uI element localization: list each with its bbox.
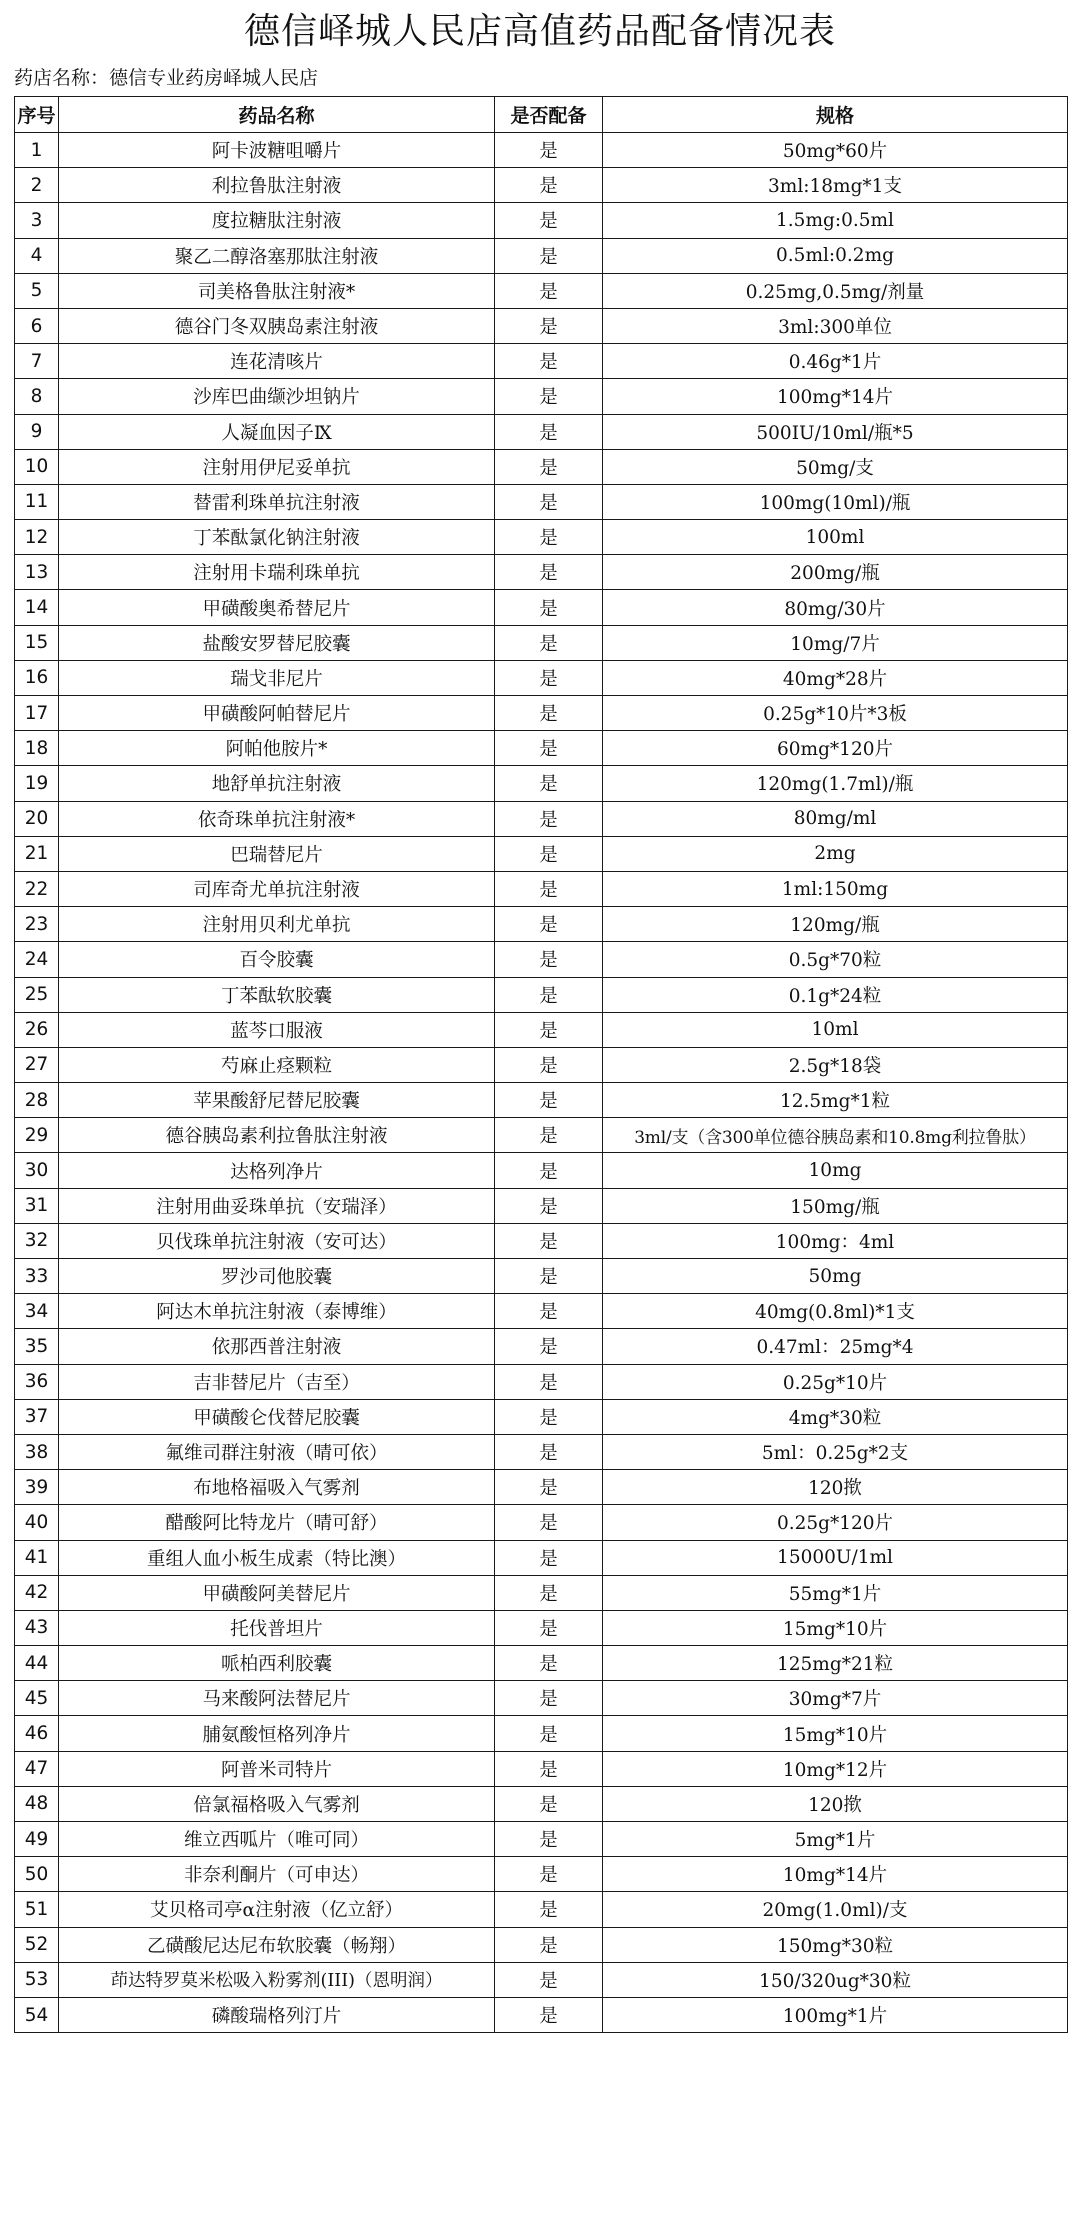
spec-cell: 10mg*14片 <box>603 1857 1068 1892</box>
spec-cell: 50mg <box>603 1259 1068 1294</box>
spec-cell: 0.46g*1片 <box>603 344 1068 379</box>
row-number-cell: 30 <box>15 1153 59 1188</box>
table-row <box>15 1857 1068 1892</box>
table-row <box>15 1223 1068 1258</box>
table-row <box>15 871 1068 906</box>
row-number-cell: 13 <box>15 555 59 590</box>
spec-cell: 100mg(10ml)/瓶 <box>603 484 1068 519</box>
equipped-cell: 是 <box>495 1716 603 1751</box>
drug-name-cell: 聚乙二醇洛塞那肽注射液 <box>59 238 495 273</box>
equipped-cell: 是 <box>495 1223 603 1258</box>
spec-cell: 2.5g*18袋 <box>603 1047 1068 1082</box>
equipped-cell: 是 <box>495 203 603 238</box>
drug-name-cell: 茚达特罗莫米松吸入粉雾剂(III)（恩明润） <box>59 1962 495 1997</box>
equipped-cell: 是 <box>495 1083 603 1118</box>
table-row <box>15 1822 1068 1857</box>
equipped-cell: 是 <box>495 1681 603 1716</box>
table-row <box>15 1470 1068 1505</box>
row-number-cell: 52 <box>15 1927 59 1962</box>
table-row <box>15 238 1068 273</box>
table-row <box>15 1012 1068 1047</box>
spec-cell: 0.5g*70粒 <box>603 942 1068 977</box>
equipped-cell: 是 <box>495 696 603 731</box>
table-row <box>15 590 1068 625</box>
equipped-cell: 是 <box>495 168 603 203</box>
row-number-cell: 16 <box>15 660 59 695</box>
column-header-name: 药品名称 <box>59 97 495 133</box>
equipped-cell: 是 <box>495 1329 603 1364</box>
row-number-cell: 10 <box>15 449 59 484</box>
table-row <box>15 344 1068 379</box>
table-row <box>15 625 1068 660</box>
row-number-cell: 31 <box>15 1188 59 1223</box>
table-row <box>15 1188 1068 1223</box>
drug-name-cell: 甲磺酸阿帕替尼片 <box>59 696 495 731</box>
row-number-cell: 26 <box>15 1012 59 1047</box>
table-row <box>15 1716 1068 1751</box>
table-row <box>15 168 1068 203</box>
row-number-cell: 38 <box>15 1434 59 1469</box>
row-number-cell: 35 <box>15 1329 59 1364</box>
table-row <box>15 1329 1068 1364</box>
row-number-cell: 27 <box>15 1047 59 1082</box>
drug-name-cell: 利拉鲁肽注射液 <box>59 168 495 203</box>
drug-name-cell: 哌柏西利胶囊 <box>59 1646 495 1681</box>
row-number-cell: 28 <box>15 1083 59 1118</box>
table-row <box>15 766 1068 801</box>
spec-cell: 10mg*12片 <box>603 1751 1068 1786</box>
equipped-cell: 是 <box>495 660 603 695</box>
equipped-cell: 是 <box>495 238 603 273</box>
equipped-cell: 是 <box>495 1118 603 1153</box>
spec-cell: 15mg*10片 <box>603 1610 1068 1645</box>
table-row <box>15 1083 1068 1118</box>
drug-name-cell: 磷酸瑞格列汀片 <box>59 1997 495 2032</box>
store-name-line: 药店名称：德信专业药房峄城人民店 <box>14 67 319 89</box>
spec-cell: 100ml <box>603 520 1068 555</box>
row-number-cell: 12 <box>15 520 59 555</box>
row-number-cell: 22 <box>15 871 59 906</box>
table-row <box>15 977 1068 1012</box>
table-row <box>15 907 1068 942</box>
equipped-cell: 是 <box>495 1047 603 1082</box>
spec-cell: 30mg*7片 <box>603 1681 1068 1716</box>
drug-name-cell: 盐酸安罗替尼胶囊 <box>59 625 495 660</box>
equipped-cell: 是 <box>495 273 603 308</box>
equipped-cell: 是 <box>495 1399 603 1434</box>
row-number-cell: 15 <box>15 625 59 660</box>
row-number-cell: 1 <box>15 133 59 168</box>
drug-name-cell: 地舒单抗注射液 <box>59 766 495 801</box>
drug-name-cell: 注射用贝利尤单抗 <box>59 907 495 942</box>
table-row <box>15 660 1068 695</box>
table-row <box>15 1786 1068 1821</box>
row-number-cell: 7 <box>15 344 59 379</box>
drug-name-cell: 注射用曲妥珠单抗（安瑞泽） <box>59 1188 495 1223</box>
column-header-no: 序号 <box>15 97 59 133</box>
equipped-cell: 是 <box>495 308 603 343</box>
row-number-cell: 48 <box>15 1786 59 1821</box>
table-row <box>15 1364 1068 1399</box>
row-number-cell: 33 <box>15 1259 59 1294</box>
row-number-cell: 53 <box>15 1962 59 1997</box>
drug-name-cell: 阿卡波糖咀嚼片 <box>59 133 495 168</box>
spec-cell: 15mg*10片 <box>603 1716 1068 1751</box>
drug-name-cell: 依奇珠单抗注射液* <box>59 801 495 836</box>
drug-name-cell: 德谷胰岛素利拉鲁肽注射液 <box>59 1118 495 1153</box>
equipped-cell: 是 <box>495 1646 603 1681</box>
row-number-cell: 44 <box>15 1646 59 1681</box>
equipped-cell: 是 <box>495 449 603 484</box>
drug-name-cell: 百令胶囊 <box>59 942 495 977</box>
equipped-cell: 是 <box>495 1997 603 2032</box>
drug-name-cell: 非奈利酮片（可申达） <box>59 1857 495 1892</box>
table-row <box>15 449 1068 484</box>
equipped-cell: 是 <box>495 942 603 977</box>
table-row <box>15 1575 1068 1610</box>
drug-name-cell: 重组人血小板生成素（特比澳） <box>59 1540 495 1575</box>
drug-name-cell: 度拉糖肽注射液 <box>59 203 495 238</box>
spec-cell: 3ml:18mg*1支 <box>603 168 1068 203</box>
table-row <box>15 942 1068 977</box>
equipped-cell: 是 <box>495 1188 603 1223</box>
equipped-cell: 是 <box>495 1540 603 1575</box>
table-row <box>15 203 1068 238</box>
table-row <box>15 484 1068 519</box>
equipped-cell: 是 <box>495 1786 603 1821</box>
spec-cell: 120揿 <box>603 1786 1068 1821</box>
equipped-cell: 是 <box>495 1962 603 1997</box>
drug-name-cell: 司库奇尤单抗注射液 <box>59 871 495 906</box>
equipped-cell: 是 <box>495 1892 603 1927</box>
row-number-cell: 14 <box>15 590 59 625</box>
table-row <box>15 1118 1068 1153</box>
drug-name-cell: 甲磺酸阿美替尼片 <box>59 1575 495 1610</box>
spec-cell: 200mg/瓶 <box>603 555 1068 590</box>
row-number-cell: 34 <box>15 1294 59 1329</box>
row-number-cell: 29 <box>15 1118 59 1153</box>
table-body <box>15 133 1068 2033</box>
equipped-cell: 是 <box>495 1751 603 1786</box>
spec-cell: 40mg*28片 <box>603 660 1068 695</box>
table-row <box>15 1610 1068 1645</box>
spec-cell: 100mg*14片 <box>603 379 1068 414</box>
spec-cell: 3ml:300单位 <box>603 308 1068 343</box>
spec-cell: 4mg*30粒 <box>603 1399 1068 1434</box>
spec-cell: 5mg*1片 <box>603 1822 1068 1857</box>
spec-cell: 120揿 <box>603 1470 1068 1505</box>
spec-cell: 60mg*120片 <box>603 731 1068 766</box>
drug-name-cell: 连花清咳片 <box>59 344 495 379</box>
drug-name-cell: 巴瑞替尼片 <box>59 836 495 871</box>
table-row <box>15 1540 1068 1575</box>
table-row <box>15 1997 1068 2032</box>
table-row <box>15 1259 1068 1294</box>
equipped-cell: 是 <box>495 1822 603 1857</box>
drug-name-cell: 苹果酸舒尼替尼胶囊 <box>59 1083 495 1118</box>
spec-cell: 0.25g*10片*3板 <box>603 696 1068 731</box>
table-row <box>15 555 1068 590</box>
drug-name-cell: 托伐普坦片 <box>59 1610 495 1645</box>
spec-cell: 1.5mg:0.5ml <box>603 203 1068 238</box>
drug-name-cell: 德谷门冬双胰岛素注射液 <box>59 308 495 343</box>
drug-name-cell: 甲磺酸仑伐替尼胶囊 <box>59 1399 495 1434</box>
spec-cell: 0.5ml:0.2mg <box>603 238 1068 273</box>
equipped-cell: 是 <box>495 1610 603 1645</box>
drug-table <box>14 96 1068 2033</box>
row-number-cell: 51 <box>15 1892 59 1927</box>
row-number-cell: 19 <box>15 766 59 801</box>
row-number-cell: 8 <box>15 379 59 414</box>
row-number-cell: 17 <box>15 696 59 731</box>
equipped-cell: 是 <box>495 1505 603 1540</box>
drug-name-cell: 瑞戈非尼片 <box>59 660 495 695</box>
equipped-cell: 是 <box>495 871 603 906</box>
equipped-cell: 是 <box>495 1364 603 1399</box>
table-header-row <box>15 97 1068 133</box>
row-number-cell: 47 <box>15 1751 59 1786</box>
row-number-cell: 20 <box>15 801 59 836</box>
spec-cell: 150mg/瓶 <box>603 1188 1068 1223</box>
drug-name-cell: 醋酸阿比特龙片（晴可舒） <box>59 1505 495 1540</box>
table-row <box>15 273 1068 308</box>
spec-cell: 150mg*30粒 <box>603 1927 1068 1962</box>
spec-cell: 125mg*21粒 <box>603 1646 1068 1681</box>
drug-name-cell: 注射用卡瑞利珠单抗 <box>59 555 495 590</box>
spec-cell: 2mg <box>603 836 1068 871</box>
row-number-cell: 32 <box>15 1223 59 1258</box>
row-number-cell: 23 <box>15 907 59 942</box>
spec-cell: 15000U/1ml <box>603 1540 1068 1575</box>
table-row <box>15 1681 1068 1716</box>
page-title: 德信峄城人民店高值药品配备情况表 <box>243 11 836 52</box>
drug-name-cell: 沙库巴曲缬沙坦钠片 <box>59 379 495 414</box>
equipped-cell: 是 <box>495 1575 603 1610</box>
table-row <box>15 1892 1068 1927</box>
table-row <box>15 520 1068 555</box>
spec-cell: 0.25mg,0.5mg/剂量 <box>603 273 1068 308</box>
row-number-cell: 39 <box>15 1470 59 1505</box>
drug-name-cell: 蓝芩口服液 <box>59 1012 495 1047</box>
equipped-cell: 是 <box>495 1927 603 1962</box>
spec-cell: 120mg(1.7ml)/瓶 <box>603 766 1068 801</box>
spec-cell: 120mg/瓶 <box>603 907 1068 942</box>
row-number-cell: 24 <box>15 942 59 977</box>
drug-name-cell: 脯氨酸恒格列净片 <box>59 1716 495 1751</box>
table-row <box>15 133 1068 168</box>
drug-name-cell: 吉非替尼片（吉至） <box>59 1364 495 1399</box>
equipped-cell: 是 <box>495 379 603 414</box>
row-number-cell: 2 <box>15 168 59 203</box>
spec-cell: 0.47ml：25mg*4 <box>603 1329 1068 1364</box>
spec-cell: 10mg <box>603 1153 1068 1188</box>
spec-cell: 50mg/支 <box>603 449 1068 484</box>
spec-cell: 500IU/10ml/瓶*5 <box>603 414 1068 449</box>
equipped-cell: 是 <box>495 625 603 660</box>
equipped-cell: 是 <box>495 590 603 625</box>
table-row <box>15 1927 1068 1962</box>
drug-name-cell: 倍氯福格吸入气雾剂 <box>59 1786 495 1821</box>
equipped-cell: 是 <box>495 1470 603 1505</box>
row-number-cell: 54 <box>15 1997 59 2032</box>
equipped-cell: 是 <box>495 555 603 590</box>
spec-cell: 3ml/支（含300单位德谷胰岛素和10.8mg利拉鲁肽） <box>603 1118 1068 1153</box>
row-number-cell: 6 <box>15 308 59 343</box>
spec-cell: 10mg/7片 <box>603 625 1068 660</box>
equipped-cell: 是 <box>495 766 603 801</box>
drug-name-cell: 马来酸阿法替尼片 <box>59 1681 495 1716</box>
row-number-cell: 36 <box>15 1364 59 1399</box>
table-row <box>15 1399 1068 1434</box>
spec-cell: 100mg*1片 <box>603 1997 1068 2032</box>
spec-cell: 0.1g*24粒 <box>603 977 1068 1012</box>
equipped-cell: 是 <box>495 1434 603 1469</box>
equipped-cell: 是 <box>495 977 603 1012</box>
table-row <box>15 414 1068 449</box>
drug-name-cell: 罗沙司他胶囊 <box>59 1259 495 1294</box>
drug-name-cell: 达格列净片 <box>59 1153 495 1188</box>
row-number-cell: 4 <box>15 238 59 273</box>
row-number-cell: 21 <box>15 836 59 871</box>
row-number-cell: 25 <box>15 977 59 1012</box>
spec-cell: 80mg/30片 <box>603 590 1068 625</box>
spec-cell: 12.5mg*1粒 <box>603 1083 1068 1118</box>
spec-cell: 1ml:150mg <box>603 871 1068 906</box>
spec-cell: 0.25g*120片 <box>603 1505 1068 1540</box>
equipped-cell: 是 <box>495 1857 603 1892</box>
row-number-cell: 18 <box>15 731 59 766</box>
table-row <box>15 1962 1068 1997</box>
row-number-cell: 5 <box>15 273 59 308</box>
drug-name-cell: 艾贝格司亭α注射液（亿立舒） <box>59 1892 495 1927</box>
equipped-cell: 是 <box>495 520 603 555</box>
row-number-cell: 3 <box>15 203 59 238</box>
equipped-cell: 是 <box>495 484 603 519</box>
drug-name-cell: 贝伐珠单抗注射液（安可达） <box>59 1223 495 1258</box>
equipped-cell: 是 <box>495 731 603 766</box>
spec-cell: 0.25g*10片 <box>603 1364 1068 1399</box>
table-row <box>15 1505 1068 1540</box>
table-row <box>15 308 1068 343</box>
row-number-cell: 41 <box>15 1540 59 1575</box>
row-number-cell: 43 <box>15 1610 59 1645</box>
column-header-flag: 是否配备 <box>495 97 603 133</box>
spec-cell: 80mg/ml <box>603 801 1068 836</box>
row-number-cell: 11 <box>15 484 59 519</box>
spec-cell: 5ml：0.25g*2支 <box>603 1434 1068 1469</box>
drug-name-cell: 甲磺酸奥希替尼片 <box>59 590 495 625</box>
table-row <box>15 1153 1068 1188</box>
equipped-cell: 是 <box>495 344 603 379</box>
row-number-cell: 45 <box>15 1681 59 1716</box>
table-row <box>15 836 1068 871</box>
drug-name-cell: 丁苯酞氯化钠注射液 <box>59 520 495 555</box>
spec-cell: 55mg*1片 <box>603 1575 1068 1610</box>
drug-name-cell: 维立西呱片（唯可同） <box>59 1822 495 1857</box>
table-row <box>15 1751 1068 1786</box>
row-number-cell: 37 <box>15 1399 59 1434</box>
equipped-cell: 是 <box>495 1259 603 1294</box>
equipped-cell: 是 <box>495 1012 603 1047</box>
row-number-cell: 50 <box>15 1857 59 1892</box>
table-row <box>15 1434 1068 1469</box>
table-row <box>15 1646 1068 1681</box>
table-row <box>15 1047 1068 1082</box>
row-number-cell: 46 <box>15 1716 59 1751</box>
spec-cell: 100mg：4ml <box>603 1223 1068 1258</box>
table-row <box>15 801 1068 836</box>
table-row <box>15 696 1068 731</box>
drug-name-cell: 阿普米司特片 <box>59 1751 495 1786</box>
drug-name-cell: 依那西普注射液 <box>59 1329 495 1364</box>
spec-cell: 40mg(0.8ml)*1支 <box>603 1294 1068 1329</box>
drug-name-cell: 阿帕他胺片* <box>59 731 495 766</box>
equipped-cell: 是 <box>495 414 603 449</box>
spec-cell: 50mg*60片 <box>603 133 1068 168</box>
equipped-cell: 是 <box>495 836 603 871</box>
row-number-cell: 42 <box>15 1575 59 1610</box>
row-number-cell: 49 <box>15 1822 59 1857</box>
spec-cell: 10ml <box>603 1012 1068 1047</box>
drug-name-cell: 司美格鲁肽注射液* <box>59 273 495 308</box>
drug-name-cell: 注射用伊尼妥单抗 <box>59 449 495 484</box>
column-header-spec: 规格 <box>603 97 1068 133</box>
table-row <box>15 731 1068 766</box>
spec-cell: 150/320ug*30粒 <box>603 1962 1068 1997</box>
drug-name-cell: 人凝血因子Ⅸ <box>59 414 495 449</box>
row-number-cell: 40 <box>15 1505 59 1540</box>
equipped-cell: 是 <box>495 133 603 168</box>
drug-name-cell: 丁苯酞软胶囊 <box>59 977 495 1012</box>
equipped-cell: 是 <box>495 1294 603 1329</box>
equipped-cell: 是 <box>495 907 603 942</box>
drug-name-cell: 氟维司群注射液（晴可依） <box>59 1434 495 1469</box>
drug-name-cell: 替雷利珠单抗注射液 <box>59 484 495 519</box>
table-row <box>15 1294 1068 1329</box>
drug-name-cell: 乙磺酸尼达尼布软胶囊（畅翔） <box>59 1927 495 1962</box>
drug-name-cell: 阿达木单抗注射液（泰博维） <box>59 1294 495 1329</box>
drug-name-cell: 布地格福吸入气雾剂 <box>59 1470 495 1505</box>
row-number-cell: 9 <box>15 414 59 449</box>
equipped-cell: 是 <box>495 1153 603 1188</box>
spec-cell: 20mg(1.0ml)/支 <box>603 1892 1068 1927</box>
equipped-cell: 是 <box>495 801 603 836</box>
table-row <box>15 379 1068 414</box>
drug-name-cell: 芍麻止痉颗粒 <box>59 1047 495 1082</box>
